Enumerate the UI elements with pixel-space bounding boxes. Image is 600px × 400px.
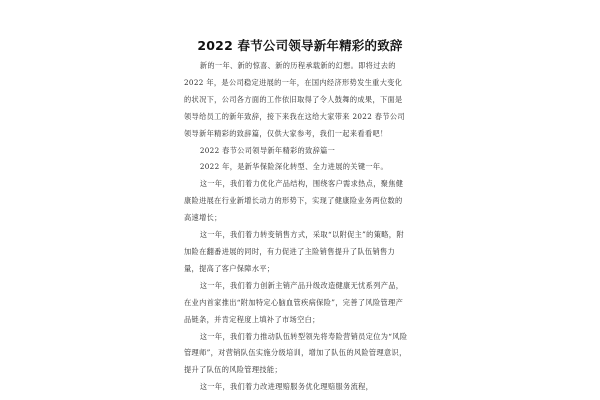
body-paragraph: 这一年，我们着力改进理赔服务优化理赔服务流程， <box>199 382 374 392</box>
intro-paragraph: 新的一年、新的惊喜、新的历程承载新的幻想。即将过去的 2022 年，是公司稳定进展的一年，在国内经济形势发生重大变化的状况下，公司各方面的工作依旧取得了令人鼓舞的成果，下面是领导给员工的新年致辞，接下来我在这给大家带来 2022 春节公司领导新年精彩的致辞篇，仅供大家参考，我们一起来看看吧！ <box>184 61 405 138</box>
document-title: 2022 春节公司领导新年精彩的致辞 <box>197 38 403 53</box>
body-paragraph: 这一年，我们着力推动队伍转型领先将寿险营销员定位为“风险管理师”，对营销队伍实施分级培训，增加了队伍的风险管理意识，提升了队伍的风险管理技能； <box>184 331 408 375</box>
body-paragraph: 这一年，我们着力创新主销产品升级改造健康无忧系列产品，在业内首家推出“附加特定心脑血管疾病保险”，完善了风险管理产品链条，并肯定程度上填补了市场空白； <box>184 280 404 324</box>
document-body <box>184 58 408 396</box>
section-heading: 2022 春节公司领导新年精彩的致辞篇一 <box>199 145 336 155</box>
body-paragraph: 2022 年，是新华保险深化转型、全力进展的关键一年。 <box>199 162 388 172</box>
body-paragraph: 这一年，我们着力优化产品结构，围绕客户需求热点，聚焦健康险进展在行业新增长动力的形势下，实现了健康险业务两位数的高速增长； <box>184 179 404 223</box>
body-paragraph: 这一年，我们着力转变销售方式，采取“以附促主”的策略，附加险在翻番进展的同时，有力促进了主险销售提升了队伍销售力量，提高了客户保障水平； <box>184 230 404 273</box>
